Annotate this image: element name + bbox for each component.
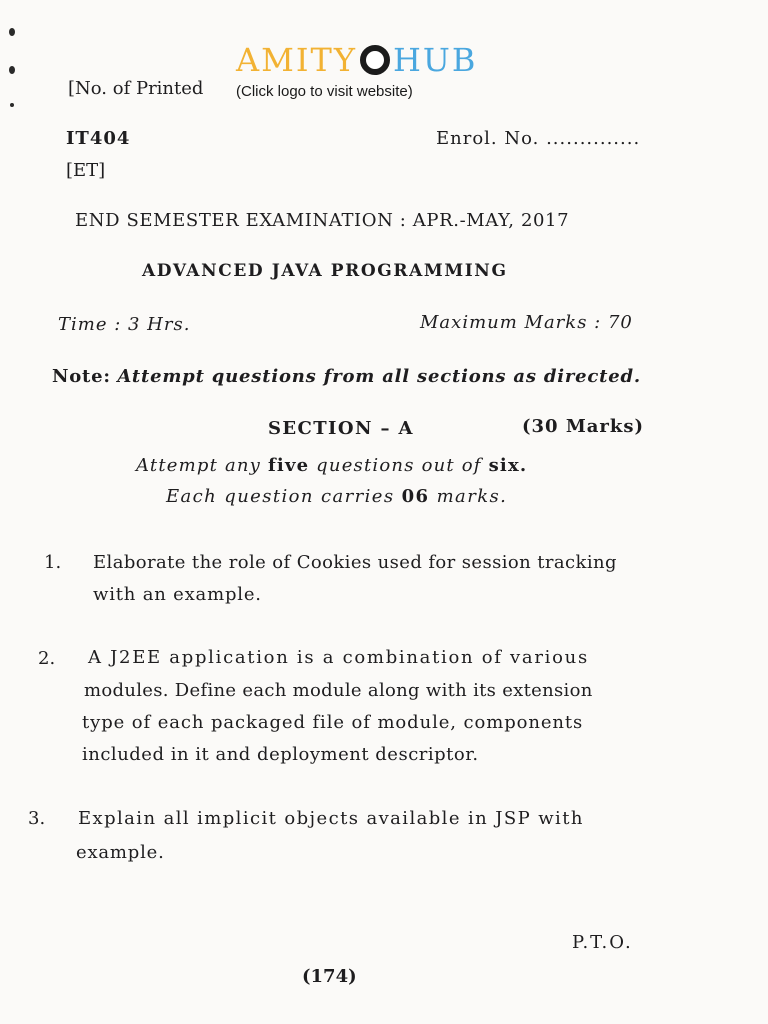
section-a-instruction-2 [166,486,507,507]
exam-time: Time : 3 Hrs. [58,314,191,335]
note-text: Attempt questions from all sections as directed. [117,366,641,387]
question-1-line: Elaborate the role of Cookies used for session tracking [93,552,617,573]
logo-text-amity: AMITY [236,41,357,79]
exam-title: END SEMESTER EXAMINATION : APR.-MAY, 2017 [75,210,570,231]
instr2-part-b: 06 [401,486,430,507]
question-3-line: example. [76,842,165,863]
question-3-line: Explain all implicit objects available in JSP with [78,808,584,829]
page-code: (174) [302,966,357,987]
question-2-line: A J2EE application is a combination of various [88,647,589,668]
question-2-line: included in it and deployment descriptor. [82,744,479,765]
amityhub-logo[interactable] [236,40,477,80]
instr2-part-c: marks. [429,486,508,507]
question-number: 2. [38,648,56,669]
logo-text-hub: HUB [392,41,478,79]
section-a-instruction-1 [136,455,527,476]
instr1-part-b: five [267,455,310,476]
section-a-marks: (30 Marks) [522,416,645,437]
note [52,366,641,387]
logo-ring-icon [360,45,390,75]
instr1-part-c: questions out of [309,455,489,476]
subject-title: ADVANCED JAVA PROGRAMMING [142,261,508,281]
enrol-number: Enrol. No. .............. [436,128,641,149]
question-number: 1. [44,552,62,573]
branch: [ET] [66,160,106,181]
instr1-part-a: Attempt any [136,455,268,476]
margin-mark [9,28,15,36]
printed-pages-visible: [No. of Printed [68,78,204,99]
question-1-line: with an example. [93,584,262,605]
instr2-part-a: Each question carries [166,486,402,507]
question-2-line: modules. Define each module along with its extension [84,680,593,701]
pto: P.T.O. [572,932,633,953]
instr1-part-d: six. [488,455,528,476]
logo-link-note[interactable]: (Click logo to visit website) [236,83,413,100]
question-2-line: type of each packaged file of module, components [82,712,584,733]
max-marks: Maximum Marks : 70 [420,312,633,333]
note-label: Note: [52,366,111,387]
paper-code: IT404 [66,128,131,149]
section-a-title: SECTION – A [268,418,414,439]
margin-mark [10,103,14,107]
question-number: 3. [28,808,46,829]
margin-mark [9,66,15,74]
